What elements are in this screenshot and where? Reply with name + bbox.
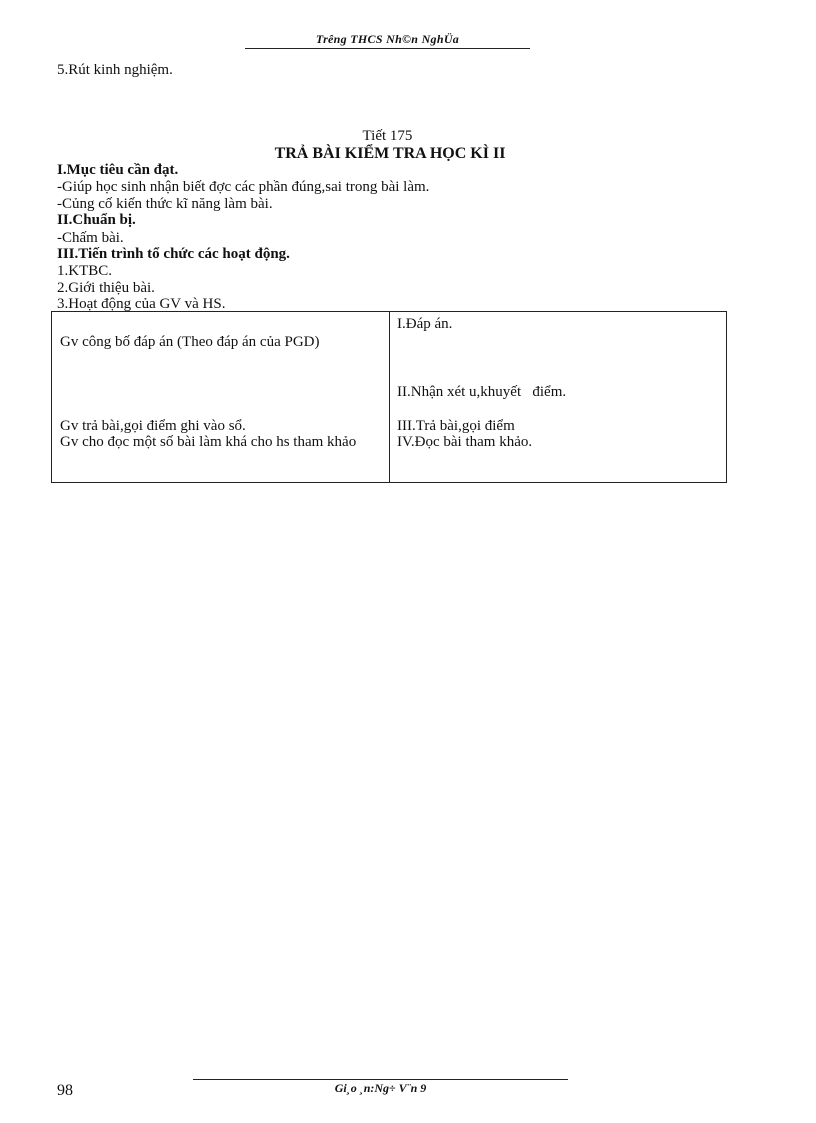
page-header-school: Trêng THCS Nh©n NghÜa xyxy=(245,32,530,49)
preparation-item: -Chấm bài. xyxy=(57,230,124,246)
lesson-number: Tiết 175 xyxy=(362,128,413,144)
previous-section-text: 5.Rút kinh nghiệm. xyxy=(57,62,173,78)
footer-rule xyxy=(193,1079,568,1080)
page-number: 98 xyxy=(57,1082,73,1099)
process-item: 1.KTBC. xyxy=(57,263,113,279)
content-item: II.Nhận xét u,khuyết điểm. xyxy=(397,384,567,400)
objective-item: -Củng cố kiến thức kĩ năng làm bài. xyxy=(57,196,273,212)
teacher-activity: Gv công bố đáp án (Theo đáp án của PGD) xyxy=(60,334,320,350)
objective-item: -Giúp học sinh nhận biết đợc các phần đúng,sai trong bài làm. xyxy=(57,179,430,195)
teacher-activity: Gv trả bài,gọi điểm ghi vào sổ. xyxy=(60,418,246,434)
content-cell xyxy=(390,312,727,483)
teacher-activity: Gv cho đọc một số bài làm khá cho hs tham khảo xyxy=(60,434,357,450)
section-process-heading: III.Tiến trình tổ chức các hoạt động. xyxy=(57,246,290,262)
content-item: III.Trả bài,gọi điểm xyxy=(397,418,515,434)
content-item: I.Đáp án. xyxy=(397,316,453,332)
process-item: 2.Giới thiệu bài. xyxy=(57,280,155,296)
section-objectives-heading: I.Mục tiêu cần đạt. xyxy=(57,162,179,178)
process-item: 3.Hoạt động của GV và HS. xyxy=(57,296,226,312)
footer-title: Gi¸o ¸n:Ng÷ V¨n 9 xyxy=(334,1081,427,1095)
activity-table xyxy=(51,311,727,483)
content-item: IV.Đọc bài tham khảo. xyxy=(397,434,533,450)
lesson-title: TRẢ BÀI KIỂM TRA HỌC KÌ II xyxy=(274,145,506,162)
section-preparation-heading: II.Chuẩn bị. xyxy=(57,212,136,228)
teacher-activities-cell xyxy=(52,312,390,483)
